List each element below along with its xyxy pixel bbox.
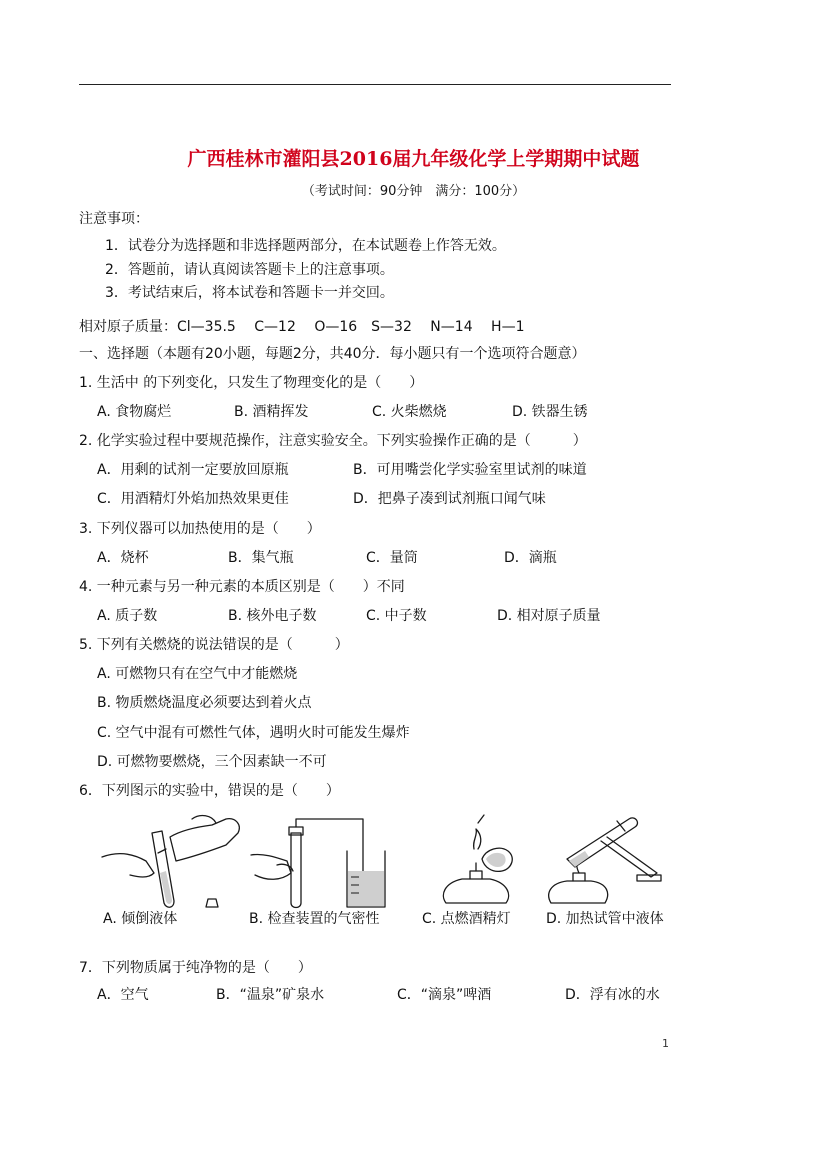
question-stem: 2. 化学实验过程中要规范操作，注意实验安全。下列实验操作正确的是（ ）: [79, 433, 587, 449]
question-stem: 3. 下列仪器可以加热使用的是（ ）: [79, 521, 321, 537]
option: A．用剩的试剂一定要放回原瓶: [97, 462, 289, 478]
page-title: 广西桂林市灌阳县2016届九年级化学上学期期中试题: [187, 148, 640, 170]
pouring-liquid-figure: [100, 815, 250, 910]
figure-caption: A. 倾倒液体: [103, 911, 178, 927]
option: B．集气瓶: [228, 550, 294, 566]
question-stem: 1. 生活中 的下列变化，只发生了物理变化的是（ ）: [79, 375, 424, 391]
option: A．烧杯: [97, 550, 149, 566]
note-item: 3．考试结束后，将本试卷和答题卡一并交回。: [105, 285, 394, 301]
heating-test-tube-figure: [545, 815, 675, 910]
atomic-masses: 相对原子质量：Cl—35.5 C—12 O—16 S—32 N—14 H—1: [79, 319, 525, 335]
note-item: 2．答题前，请认真阅读答题卡上的注意事项。: [105, 262, 394, 278]
option: B. 物质燃烧温度必须要达到着火点: [97, 695, 312, 711]
option: A．空气: [97, 987, 149, 1003]
figure-caption: B. 检查装置的气密性: [249, 911, 380, 927]
option: C．用酒精灯外焰加热效果更佳: [97, 491, 289, 507]
option: C．量筒: [366, 550, 418, 566]
option: C. 空气中混有可燃性气体，遇明火时可能发生爆炸: [97, 725, 410, 741]
exam-info: （考试时间：90分钟 满分：100分）: [301, 184, 526, 199]
option: B. 核外电子数: [228, 608, 317, 624]
option: D. 铁器生锈: [512, 404, 588, 420]
lighting-alcohol-lamp-figure: [438, 815, 538, 910]
question-stem: 5. 下列有关燃烧的说法错误的是（ ）: [79, 637, 349, 653]
option: A. 质子数: [97, 608, 158, 624]
option: C. 火柴燃烧: [372, 404, 447, 420]
section-heading: 一、选择题（本题有20小题，每题2分，共40分．每小题只有一个选项符合题意）: [79, 346, 586, 362]
option: B. 酒精挥发: [234, 404, 309, 420]
notes-heading: 注意事项：: [79, 211, 149, 227]
airtightness-check-figure: [247, 815, 397, 910]
option: D．浮有冰的水: [565, 987, 660, 1003]
option: D．把鼻子凑到试剂瓶口闻气味: [353, 491, 546, 507]
option: D．滴瓶: [504, 550, 557, 566]
option: D. 相对原子质量: [497, 608, 601, 624]
note-item: 1．试卷分为选择题和非选择题两部分，在本试题卷上作答无效。: [105, 238, 506, 254]
option: A. 食物腐烂: [97, 404, 172, 420]
figure-caption: D. 加热试管中液体: [546, 911, 664, 927]
question-stem: 6．下列图示的实验中，错误的是（ ）: [79, 783, 340, 799]
header-rule: [79, 84, 671, 85]
figure-caption: C. 点燃酒精灯: [422, 911, 511, 927]
option: A. 可燃物只有在空气中才能燃烧: [97, 666, 298, 682]
question-stem: 7．下列物质属于纯净物的是（ ）: [79, 960, 312, 976]
option: B．“温泉”矿泉水: [216, 987, 325, 1003]
option: C. 中子数: [366, 608, 427, 624]
option: D. 可燃物要燃烧，三个因素缺一不可: [97, 754, 327, 770]
page-number: 1: [662, 1037, 669, 1050]
option: C．“滴泉”啤酒: [397, 987, 492, 1003]
option: B．可用嘴尝化学实验室里试剂的味道: [353, 462, 587, 478]
question-stem: 4. 一种元素与另一种元素的本质区别是（ ）不同: [79, 579, 405, 595]
